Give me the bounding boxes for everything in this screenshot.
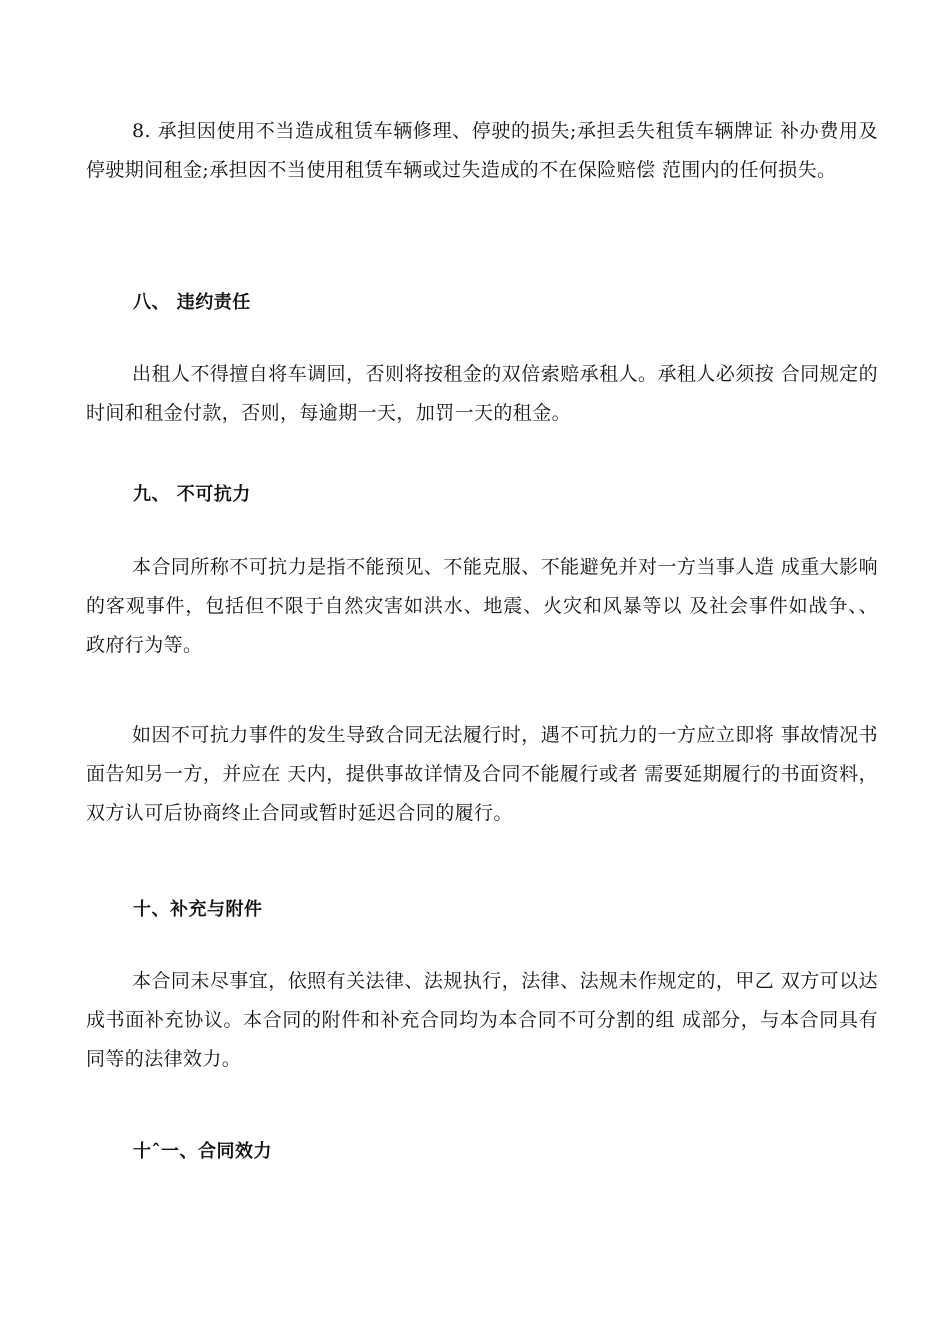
- section-10-heading: 十、补充与附件: [133, 899, 263, 920]
- item-8-paragraph: 8. 承担因使用不当造成租赁车辆修理、停驶的损失;承担丢失租赁车辆牌证 补办费用及停驶期间租金;承担因不当使用租赁车辆或过失造成的不在保险赔偿 范围内的任何损失。: [86, 120, 878, 181]
- section-8-paragraph: 出租人不得擅自将车调回，否则将按租金的双倍索赔承租人。承租人必须按 合同规定的时间和租金付款，否则，每逾期一天，加罚一天的租金。: [86, 363, 878, 424]
- section-10-paragraph: 本合同未尽事宜，依照有关法律、法规执行，法律、法规未作规定的，甲乙 双方可以达成书面补充协议。本合同的附件和补充合同均为本合同不可分割的组 成部分，与本合同具有同等的法律效力。: [86, 970, 878, 1070]
- section-9-heading: 九、 不可抗力: [133, 484, 251, 505]
- section-11-heading: 十ˆ一、合同效力: [133, 1141, 272, 1162]
- section-9-paragraph-1: 本合同所称不可抗力是指不能预见、不能克服、不能避免并对一方当事人造 成重大影响的客观事件，包括但不限于自然灾害如洪水、地震、火灾和风暴等以 及社会事件如战争、、政府行为等。: [86, 556, 878, 656]
- section-9-paragraph-2: 如因不可抗力事件的发生导致合同无法履行时，遇不可抗力的一方应立即将 事故情况书面告知另一方，并应在 天内，提供事故详情及合同不能履行或者 需要延期履行的书面资料，双方认可后协商终止合同或暂时延迟合同的履行。: [86, 724, 878, 824]
- section-8-heading: 八、 违约责任: [133, 292, 251, 313]
